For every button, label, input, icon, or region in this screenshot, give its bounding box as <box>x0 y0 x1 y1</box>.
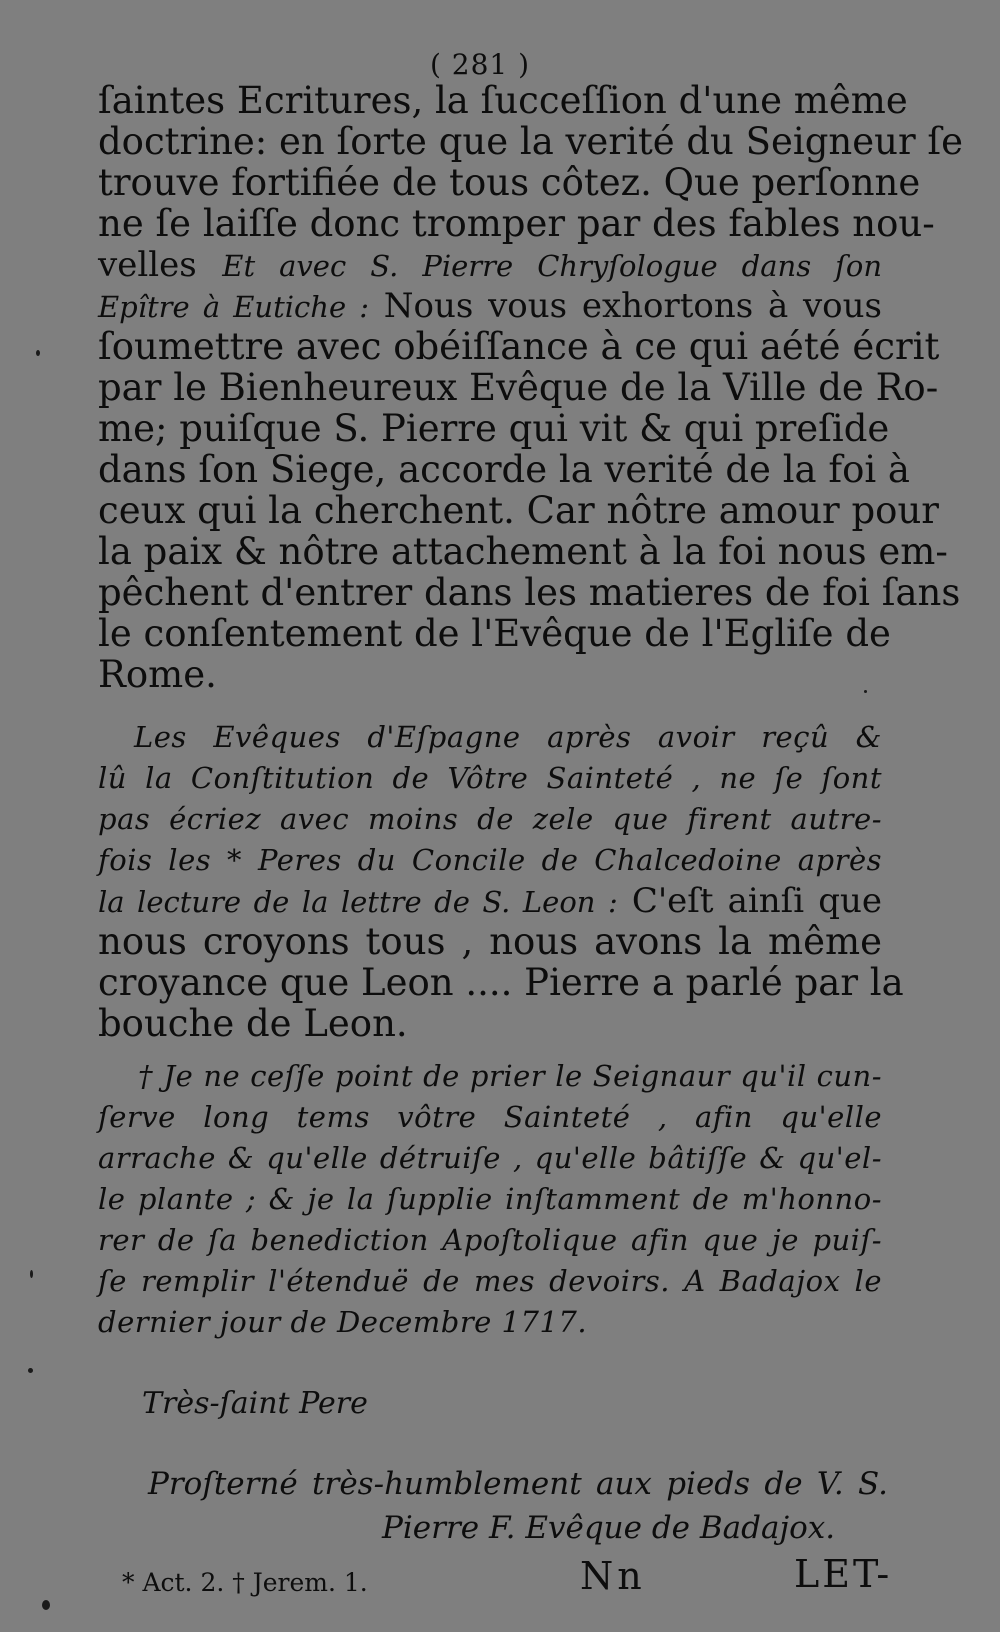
text-line: dans ſon Siege, accorde la verité de la foi à <box>98 448 910 491</box>
text-line-italic-part: la lecture de la lettre de S. Leon : <box>98 885 618 919</box>
text-line: doctrine: en ſorte que la verité du Seigneur ſe <box>98 120 964 163</box>
text-line-italic: ſerve long tems vôtre Sainteté , afin qu'elle <box>98 1100 882 1134</box>
text-line-italic: pas écriez avec moins de zele que firent autre- <box>98 802 882 836</box>
ink-speck <box>30 1270 33 1278</box>
text-line-italic: fois les * Peres du Concile de Chalcedoine après <box>98 843 882 877</box>
text-line: trouve fortifiée de tous côtez. Que perſonne <box>98 161 921 204</box>
footnote: * Act. 2. † Jerem. 1. <box>122 1568 368 1597</box>
signature-name: Pierre F. Evêque de Badajox. <box>382 1510 836 1546</box>
text-line-roman-part: velles <box>98 245 197 285</box>
text-line: pêchent d'entrer dans les matieres de foi ſans <box>98 571 961 614</box>
text-line-italic: † Je ne ceſſe point de prier le Seignaur qu'il cun- <box>138 1059 882 1093</box>
text-line-italic: arrache & qu'elle détruiſe , qu'elle bâtiſſe & qu'el- <box>98 1141 882 1175</box>
signature-mark: Nn <box>580 1554 646 1598</box>
ink-speck <box>864 690 867 693</box>
salutation: Très-ſaint Pere <box>142 1386 368 1421</box>
catchword: LET- <box>794 1552 893 1596</box>
ink-speck <box>28 1368 33 1373</box>
ink-speck <box>42 1600 50 1610</box>
text-line-italic: le plante ; & je la ſupplie inſtamment de m'honno- <box>98 1182 882 1216</box>
text-line-mixed <box>98 244 882 287</box>
text-line-italic: lû la Conſtitution de Vôtre Sainteté , ne ſe ſont <box>98 761 882 795</box>
text-line: ſoumettre avec obéiſſance à ce qui aété écrit <box>98 325 940 368</box>
text-line: par le Bienheureux Evêque de la Ville de Ro- <box>98 366 939 409</box>
text-line-mixed <box>98 285 882 328</box>
text-line: le conſentement de l'Evêque de l'Egliſe de <box>98 612 891 655</box>
ink-speck <box>36 350 40 356</box>
text-line: bouche de Leon. <box>98 1002 408 1045</box>
text-line: la paix & nôtre attachement à la foi nous em- <box>98 530 948 573</box>
text-line: ſaintes Ecritures, la ſucceſſion d'une même <box>98 79 908 122</box>
text-line-roman-part: Nous vous exhortons à vous <box>383 286 882 326</box>
text-line-italic-part: Epître à Eutiche : <box>98 290 370 324</box>
text-line-mixed <box>98 880 882 923</box>
text-line: Rome. <box>98 653 217 696</box>
text-line-roman-part: C'eſt ainſi que <box>631 881 882 921</box>
text-line: nous croyons tous , nous avons la même <box>98 920 882 963</box>
text-line: croyance que Leon .... Pierre a parlé par la <box>98 961 904 1004</box>
text-line: ne ſe laiſſe donc tromper par des fables nou- <box>98 202 935 245</box>
text-line: ceux qui la cherchent. Car nôtre amour pour <box>98 489 939 532</box>
text-line: me; puiſque S. Pierre qui vit & qui preſide <box>98 407 890 450</box>
text-line-italic: rer de ſa benediction Apoſtolique afin que je puiſ- <box>98 1223 882 1257</box>
page-number: ( 281 ) <box>429 48 531 81</box>
text-line-italic: dernier jour de Decembre 1717. <box>98 1305 588 1339</box>
text-line-italic: Les Evêques d'Eſpagne après avoir reçû & <box>134 720 882 754</box>
text-line-italic: ſe remplir l'étenduë de mes devoirs. A Badajox le <box>98 1264 882 1298</box>
signature-line: Proſterné très-humblement aux pieds de V. S. <box>148 1466 888 1502</box>
text-line-italic-part: Et avec S. Pierre Chryſologue dans ſon <box>222 249 882 283</box>
